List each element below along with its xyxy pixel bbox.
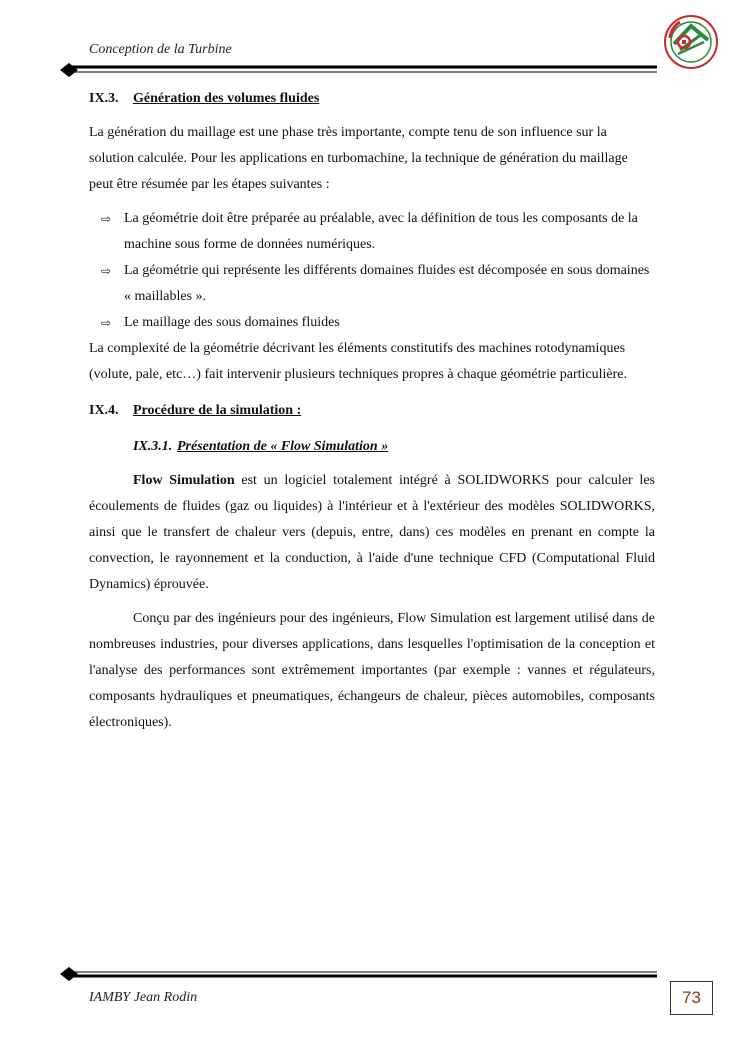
intro-paragraph: La génération du maillage est une phase très importante, compte tenu de son influence sur la solution calculée. Pour les applications en turbomachine, la technique de génération du maillage peut être résumée par les étapes suivantes :: [89, 125, 628, 192]
subsection-heading: [133, 434, 655, 460]
footer-author: IAMBY Jean Rodin: [89, 990, 198, 1005]
design-paragraph: Conçu par des ingénieurs pour des ingénieurs, Flow Simulation est largement utilisé dans de nombreuses industries, pour diverses applications, dans lesquelles l'optimisation de la conception et l'analyse des performances sont extrêmement importantes (par exemple : vannes et régulateurs, composants hydrauliques et pneumatiques, échangeurs de chaleur, pièces automobiles, composants électroniques).: [89, 611, 655, 730]
conclusion-paragraph: La complexité de la géométrie décrivant les éléments constitutifs des machines rotodynamiques (volute, pale, etc…) fait intervenir plusieurs techniques propres à chaque géométrie particulière.: [89, 341, 628, 382]
section-heading-ix3: [89, 86, 655, 112]
section-number: IX.4.: [89, 403, 119, 418]
list-item: ⇨ La géométrie qui représente les différents domaines fluides est décomposée en sous domaines « maillables ».: [89, 258, 655, 310]
page-content: [89, 86, 655, 736]
footer-rule: [60, 966, 657, 982]
list-item: ⇨ Le maillage des sous domaines fluides: [89, 310, 655, 336]
section-title: Procédure de la simulation :: [133, 403, 302, 418]
page-number: 73: [670, 981, 713, 1015]
university-logo-icon: [660, 14, 722, 70]
flow-simulation-term: Flow Simulation: [133, 473, 235, 488]
section-heading-ix4: [89, 398, 655, 424]
section-number: IX.3.: [89, 91, 119, 106]
flow-simulation-paragraph: Flow Simulation est un logiciel totalement intégré à SOLIDWORKS pour calculer les écoulements de fluides (gaz ou liquides) à l'intérieur et à l'extérieur des modèles SOLIDWORKS, ainsi que le transfert de chaleur vers (depuis, entre, dans) ces modèles en prenant en compte la convection, le rayonnement et la conduction, à l'aide d'une technique CFD (Computational Fluid Dynamics) éprouvée.: [89, 473, 655, 592]
section-title: Génération des volumes fluides: [133, 91, 320, 106]
subsection-number: IX.3.1.: [133, 439, 173, 454]
header-rule: [60, 62, 657, 78]
header-title: Conception de la Turbine: [89, 42, 232, 57]
arrow-right-icon: ⇨: [101, 264, 112, 278]
subsection-title: Présentation de « Flow Simulation »: [177, 439, 389, 454]
arrow-right-icon: ⇨: [101, 316, 112, 330]
arrow-right-icon: ⇨: [101, 212, 112, 226]
bullet-list: [89, 206, 655, 336]
list-item: ⇨ La géométrie doit être préparée au préalable, avec la définition de tous les composants de la machine sous forme de données numériques.: [89, 206, 655, 258]
